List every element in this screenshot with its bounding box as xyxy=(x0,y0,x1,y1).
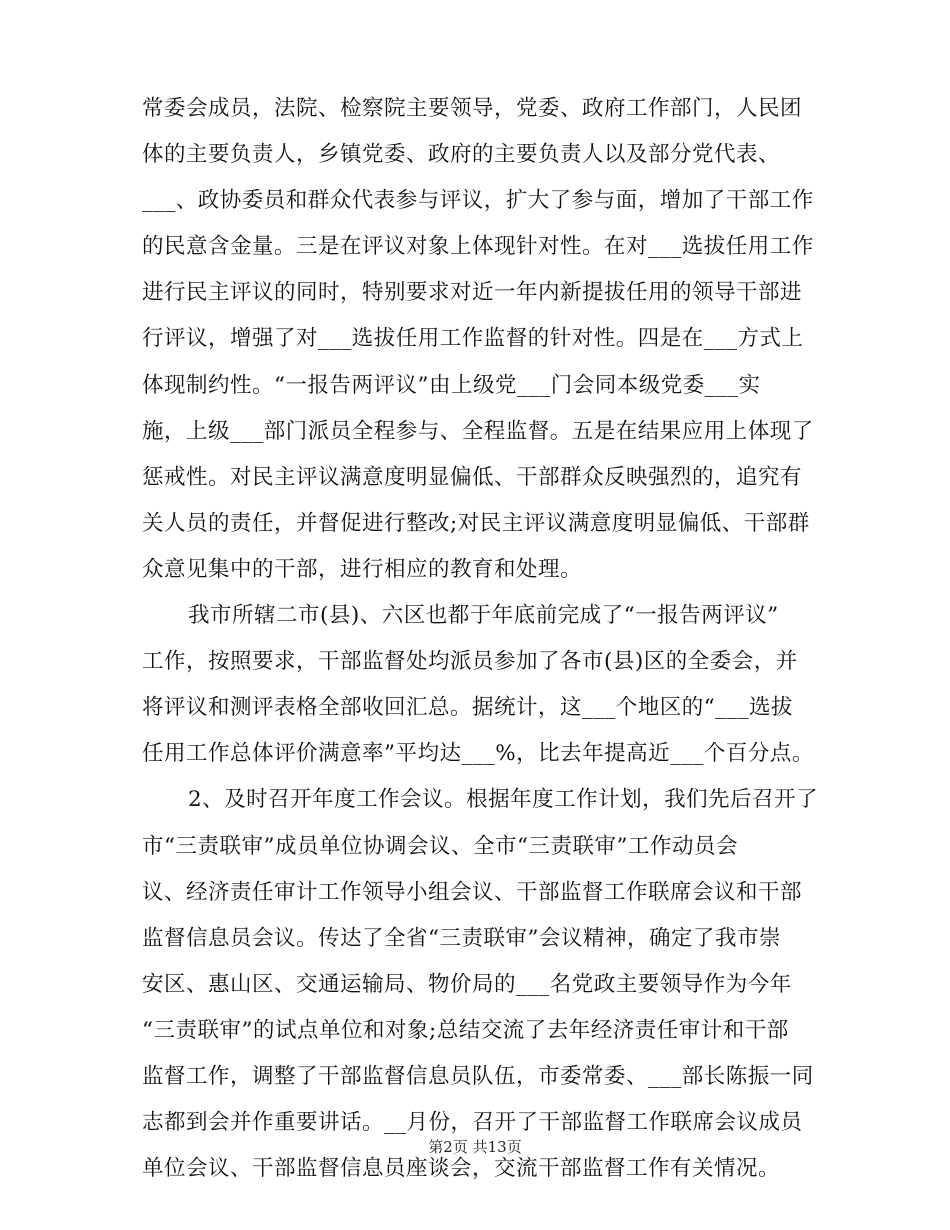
text-line: “三责联审”的试点单位和对象;总结交流了去年经济责任审计和干部 xyxy=(142,1017,789,1043)
text-line: 惩戒性。对民主评议满意度明显偏低、干部群众反映强烈的，追究有 xyxy=(142,464,803,490)
text-line: 监督信息员会议。传达了全省“三责联审”会议精神，确定了我市崇 xyxy=(142,925,781,951)
text-line: 监督工作，调整了干部监督信息员队伍，市委常委、___部长陈振一同 xyxy=(142,1063,814,1089)
text-line: 的民意含金量。三是在评议对象上体现针对性。在对___选拔任用工作 xyxy=(142,234,814,260)
text-line: 安区、惠山区、交通运输局、物价局的___名党政主要领导作为今年 xyxy=(142,971,792,997)
paragraph-start-line: 我市所辖二市(县)、六区也都于年底前完成了“一报告两评议” xyxy=(188,603,779,629)
text-line: 关人员的责任，并督促进行整改;对民主评议满意度明显偏低、干部群 xyxy=(142,510,810,536)
text-line: 工作，按照要求，干部监督处均派员参加了各市(县)区的全委会，并 xyxy=(142,649,798,675)
text-line: 任用工作总体评价满意率”平均达___%，比去年提高近___个百分点。 xyxy=(142,741,814,767)
text-line: 单位会议、干部监督信息员座谈会，交流干部监督工作有关情况。 xyxy=(142,1156,781,1182)
text-line: 市“三责联审”成员单位协调会议、全市“三责联审”工作动员会 xyxy=(142,833,738,859)
text-line: 进行民主评议的同时，特别要求对近一年内新提拔任用的领导干部进 xyxy=(142,280,803,306)
text-line: 将评议和测评表格全部收回汇总。据统计，这___个地区的“___选拔 xyxy=(142,695,793,721)
text-line: 志都到会并作重要讲话。__月份，召开了干部监督工作联席会议成员 xyxy=(142,1110,803,1136)
text-line: 议、经济责任审计工作领导小组会议、干部监督工作联席会议和干部 xyxy=(142,879,803,905)
text-line: 体的主要负责人，乡镇党委、政府的主要负责人以及部分党代表、 xyxy=(142,142,781,168)
text-line: 体现制约性。“一报告两评议”由上级党___门会同本级党委___实 xyxy=(142,372,761,398)
text-line: 行评议，增强了对___选拔任用工作监督的针对性。四是在___方式上 xyxy=(142,326,804,352)
page-footer: 第2页 共13页 xyxy=(428,1138,522,1156)
text-line: ___、政协委员和群众代表参与评议，扩大了参与面，增加了干部工作 xyxy=(142,188,814,214)
text-line: 常委会成员，法院、检察院主要领导，党委、政府工作部门，人民团 xyxy=(142,96,803,121)
document-body xyxy=(142,86,819,1192)
text-line: 施，上级___部门派员全程参与、全程监督。五是在结果应用上体现了 xyxy=(142,418,814,444)
text-line: 众意见集中的干部，进行相应的教育和处理。 xyxy=(142,556,583,582)
paragraph-start-line: 2、及时召开年度工作会议。根据年度工作计划，我们先后召开了 xyxy=(188,787,819,813)
